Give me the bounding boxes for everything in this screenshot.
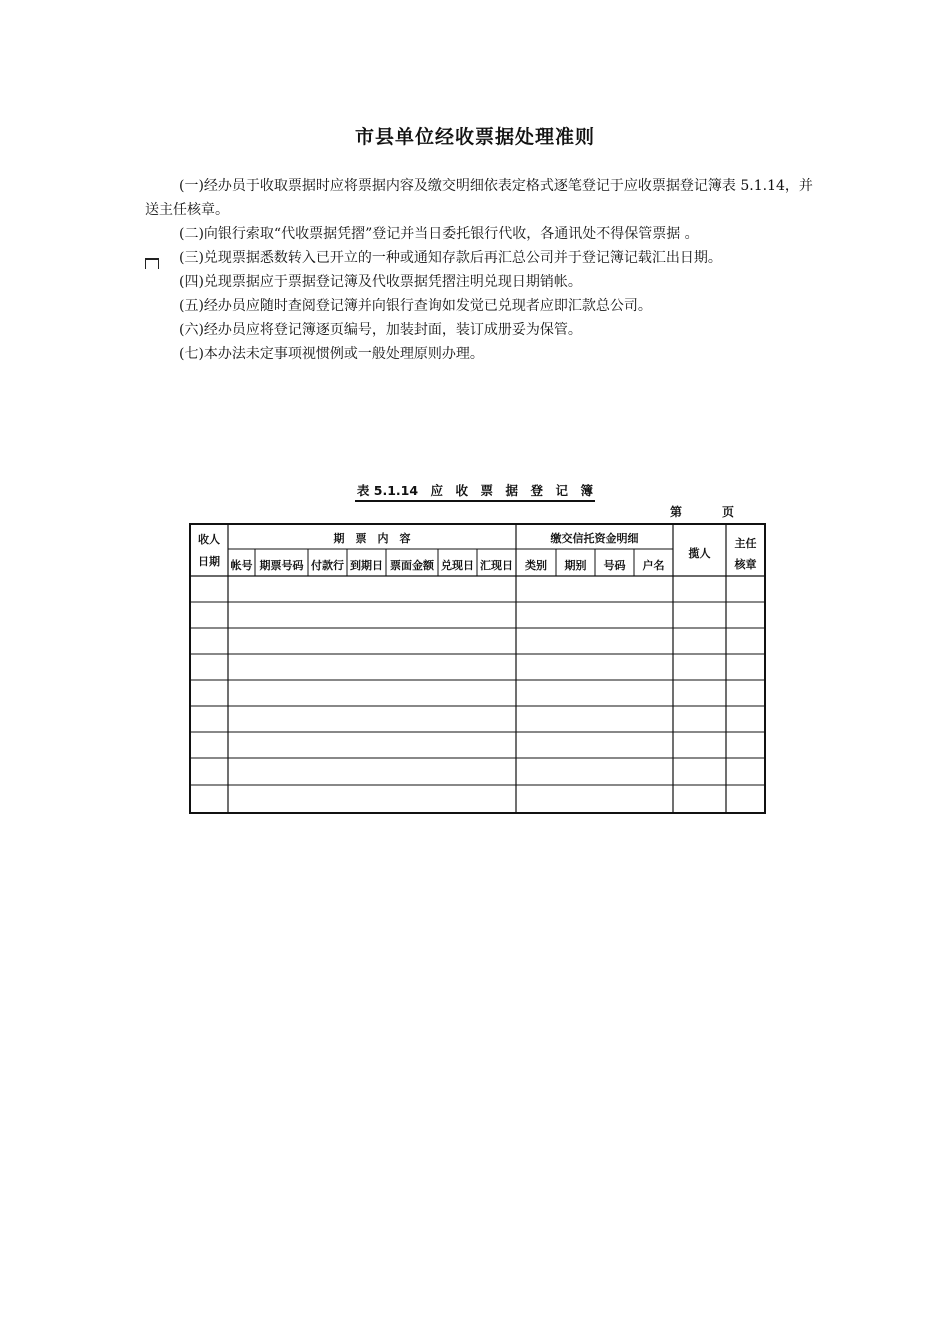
header-supervisor-1: 主任 xyxy=(734,537,757,550)
rule-item: (七)本办法未定事项视惯例或一般处理原则办理。 xyxy=(179,346,484,362)
header-supervisor-2: 核章 xyxy=(734,558,757,571)
subheader-face-amount: 票面金额 xyxy=(390,559,434,572)
header-collector: 揽人 xyxy=(688,547,711,560)
subheader-period: 期别 xyxy=(564,559,587,572)
header-receive-date-2: 日期 xyxy=(198,555,220,568)
subheader-category: 类别 xyxy=(525,559,547,572)
page-number-label: 第 xyxy=(670,505,683,519)
subheader-account-name: 户名 xyxy=(642,559,665,572)
rule-item: (二)向银行索取“代收票据凭摺”登记并当日委托银行代收，各通讯处不得保管票据 。 xyxy=(179,226,699,242)
subheader-due-date: 到期日 xyxy=(350,559,383,572)
page-title: 市县单位经收票据处理准则 xyxy=(354,126,595,148)
subheader-remit-date: 汇现日 xyxy=(480,559,513,572)
page-number-suffix: 页 xyxy=(722,505,735,519)
rule-item: (四)兑现票据应于票据登记簿及代收票据凭摺注明兑现日期销帐。 xyxy=(179,274,582,290)
subheader-paying-bank: 付款行 xyxy=(311,559,344,572)
rule-item: (一)经办员于收取票据时应将票据内容及缴交明细依表定格式逐笔登记于应收票据登记簿表 5.1.14，并送主任核章。 xyxy=(145,178,813,218)
header-payment-detail: 缴交信托资金明细 xyxy=(550,532,639,545)
subheader-number: 号码 xyxy=(603,559,626,572)
subheader-bill-number: 期票号码 xyxy=(259,559,304,572)
register-title-text: 表 5.1.14 应 收 票 据 登 记 簿 xyxy=(355,481,595,502)
header-receive-date-1: 收人 xyxy=(198,533,220,546)
rule-item: (六)经办员应将登记簿逐页编号，加装封面，装订成册妥为保管。 xyxy=(179,322,582,338)
rule-item: (三)兑现票据悉数转入已开立的一种或通知存款后再汇总公司并于登记簿记载汇出日期。 xyxy=(179,250,722,266)
subheader-cash-date: 兑现日 xyxy=(441,559,474,572)
header-bill-content: 期 票 内 容 xyxy=(333,532,411,545)
rule-item: (五)经办员应随时查阅登记簿并向银行查询如发觉已兑现者应即汇款总公司。 xyxy=(179,298,652,314)
subheader-account-no: 帐号 xyxy=(230,559,253,572)
